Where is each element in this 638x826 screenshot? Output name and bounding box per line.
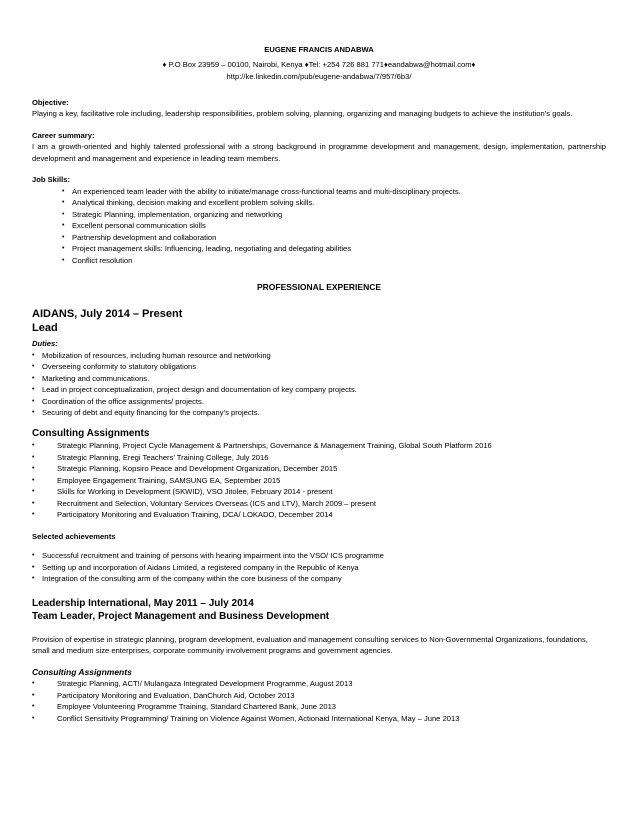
bullet-icon: • bbox=[32, 552, 35, 559]
list-item: • Overseeing conformity to statutory obligations bbox=[32, 362, 197, 371]
aidans-consulting-list bbox=[32, 440, 606, 521]
leadership-consulting-list bbox=[32, 678, 606, 724]
aidans-consulting-heading: Consulting Assignments bbox=[32, 427, 150, 439]
professional-experience-heading: PROFESSIONAL EXPERIENCE bbox=[256, 282, 382, 292]
resume-name: EUGENE FRANCIS ANDABWA bbox=[264, 45, 374, 54]
leadership-org-line: Leadership International, May 2011 – July 2014 bbox=[32, 597, 254, 609]
list-item: • Excellent personal communication skills bbox=[62, 221, 206, 230]
linkedin-link[interactable]: http://ke.linkedin.com/pub/eugene-andabwa/7/957/6b3/ bbox=[226, 72, 412, 81]
list-item: • Strategic Planning, Kopsiro Peace and Development Organization, December 2015 bbox=[32, 464, 338, 473]
bullet-icon: • bbox=[32, 691, 35, 699]
list-item: • Setting up and incorporation of Aidans Limited, a registered company in the Republic of Kenya bbox=[32, 562, 359, 572]
list-item: • Conflict resolution bbox=[62, 255, 133, 265]
bullet-icon: • bbox=[32, 680, 35, 687]
list-item: • Lead in project conceptualization, project design and documentation of key company projects. bbox=[32, 385, 357, 394]
list-item: • Coordination of the office assignments/ projects. bbox=[32, 396, 204, 406]
bullet-icon: • bbox=[32, 442, 35, 449]
bullet-icon: • bbox=[62, 187, 65, 195]
bullet-icon: • bbox=[32, 453, 35, 461]
list-item: • Conflict Sensitivity Programming/ Training on Violence Against Women, Actionaid International Kenya, May – June 2013 bbox=[32, 713, 460, 723]
aidans-role: Lead bbox=[32, 321, 58, 334]
list-item: • An experienced team leader with the ability to initiate/manage cross-functional teams and multi-disciplinary projects. bbox=[62, 186, 461, 196]
list-item: • Analytical thinking, decision making and excellent problem solving skills. bbox=[62, 198, 315, 207]
bullet-icon: • bbox=[32, 488, 35, 495]
list-item: • Successful recruitment and training of persons with hearing impairment into the VSO/ ICS programme bbox=[32, 551, 384, 560]
career-summary-heading: Career summary: bbox=[32, 130, 95, 140]
bullet-icon: • bbox=[32, 499, 35, 507]
bullet-icon: • bbox=[32, 703, 35, 710]
list-item: • Integration of the consulting arm of the company within the core business of the company bbox=[32, 574, 342, 583]
list-item: • Marketing and communications. bbox=[32, 373, 150, 383]
bullet-icon: • bbox=[32, 511, 35, 518]
bullet-icon: • bbox=[32, 397, 35, 405]
bullet-icon: • bbox=[62, 233, 65, 241]
bullet-icon: • bbox=[32, 363, 35, 370]
job-skills-heading: Job Skills: bbox=[32, 175, 70, 184]
list-item: • Partnership development and collaboration bbox=[62, 232, 217, 242]
bullet-icon: • bbox=[32, 563, 35, 571]
bullet-icon: • bbox=[32, 575, 35, 582]
bullet-icon: • bbox=[32, 351, 35, 359]
bullet-icon: • bbox=[62, 256, 65, 264]
list-item: • Employee Engagement Training, SAMSUNG EA, September 2015 bbox=[32, 475, 281, 485]
bullet-icon: • bbox=[32, 386, 35, 393]
bullet-icon: • bbox=[32, 714, 35, 722]
leadership-role: Team Leader, Project Management and Business Development bbox=[32, 611, 330, 622]
achievements-heading: Selected achievements bbox=[32, 531, 116, 541]
job-skills-list bbox=[32, 186, 606, 267]
leadership-description: Provision of expertise in strategic planning, program development, evaluation and management consulting services to Non-Governmental Organizations, foundations, small and medium size enterprises, corporate community involvement programs and government agencies. bbox=[32, 634, 588, 655]
list-item: • Strategic Planning, implementation, organizing and networking bbox=[62, 209, 283, 219]
list-item: • Strategic Planning, Project Cycle Management & Partnerships, Governance & Management Training, Global South Platform 2016 bbox=[32, 441, 492, 450]
bullet-icon: • bbox=[32, 409, 35, 416]
list-item: • Project management skills: Influencing, leading, negotiating and delegating abilities bbox=[62, 244, 352, 253]
list-item: • Skills for Working in Development (SKWID), VSO Jitolee, February 2014 - present bbox=[32, 487, 333, 496]
duties-list bbox=[32, 350, 606, 419]
list-item: • Recruitment and Selection, Voluntary Services Overseas (ICS and LTV), March 2009 – present bbox=[32, 498, 376, 508]
list-item: • Employee Volunteering Programme Training, Standard Chartered Bank, June 2013 bbox=[32, 702, 337, 711]
list-item: • Participatory Monitoring and Evaluation, DanChurch Aid, October 2013 bbox=[32, 690, 295, 700]
bullet-icon: • bbox=[62, 245, 65, 252]
career-summary-text: I am a growth-oriented and highly talented professional with a strong background in programme development and management, design, implementation, partnership development and management and experience in leading team members. bbox=[32, 142, 606, 163]
list-item: • Mobilization of resources, including human resource and networking bbox=[32, 350, 271, 360]
bullet-icon: • bbox=[32, 476, 35, 484]
list-item: • Strategic Planning, Eregi Teachers’ Training College, July 2016 bbox=[32, 452, 269, 462]
bullet-icon: • bbox=[62, 222, 65, 229]
list-item: • Strategic Planning, ACT!/ Mulangaza Integrated Development Programme, August 2013 bbox=[32, 679, 353, 688]
contact-line: ♦ P.O Box 23959 – 00100, Nairobi, Kenya ♦Tel: +254 726 881 771♦eandabwa@hotmail.com♦ bbox=[162, 59, 476, 69]
duties-heading: Duties: bbox=[32, 339, 58, 348]
bullet-icon: • bbox=[62, 199, 65, 206]
leadership-consulting-heading: Consulting Assignments bbox=[32, 666, 132, 677]
bullet-icon: • bbox=[32, 374, 35, 382]
list-item: • Participatory Monitoring and Evaluation Training, DCA/ LOKADO, December 2014 bbox=[32, 510, 333, 519]
bullet-icon: • bbox=[62, 210, 65, 218]
aidans-org-line: AIDANS, July 2014 – Present bbox=[32, 308, 183, 320]
list-item: • Securing of debt and equity financing for the company’s projects. bbox=[32, 408, 260, 417]
objective-text: Playing a key, facilitative role including, leadership responsibilities, problem solving, planning, organizing and managing budgets to achieve the institution’s goals. bbox=[32, 109, 573, 118]
objective-heading: Objective: bbox=[32, 97, 69, 107]
achievements-list bbox=[32, 550, 606, 585]
bullet-icon: • bbox=[32, 465, 35, 472]
